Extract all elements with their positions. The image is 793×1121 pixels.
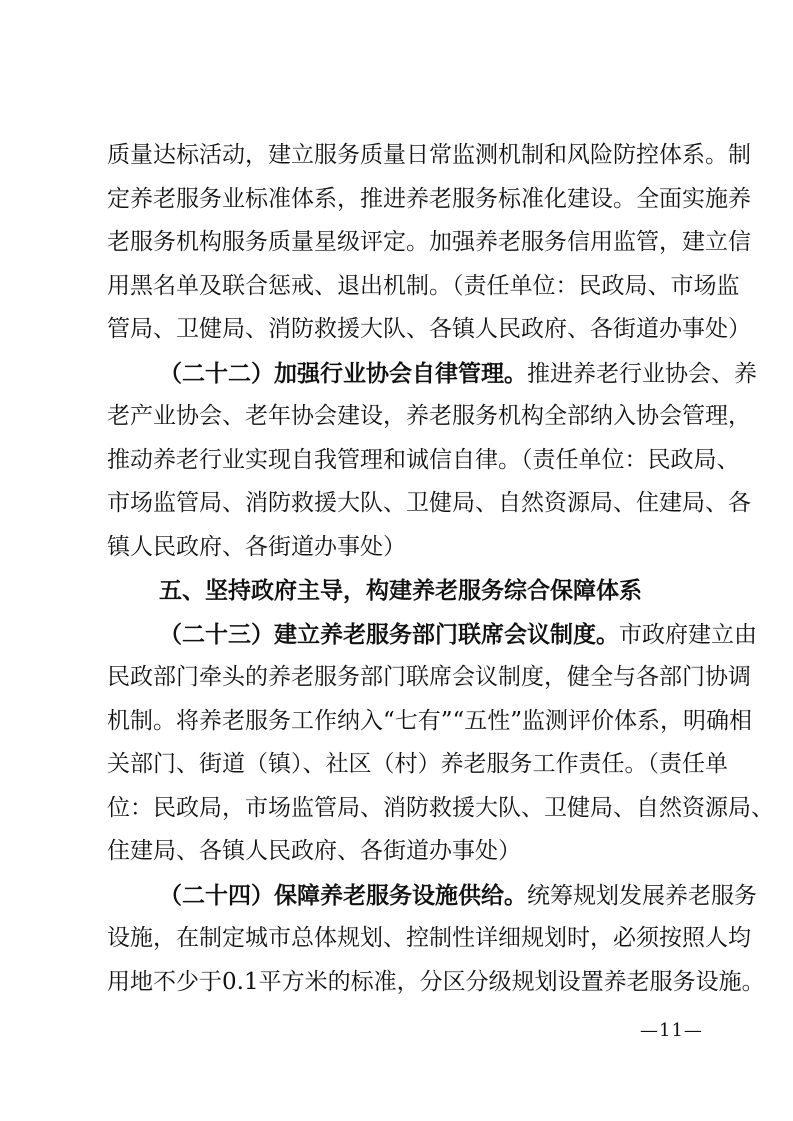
text-line <box>107 352 757 396</box>
text-line: 住建局、各镇人民政府、各街道办事处） <box>107 838 521 864</box>
text-line: 用黑名单及联合惩戒、退出机制。（责任单位：民政局、市场监 <box>107 272 740 299</box>
text-line: 设施，在制定城市总体规划、控制性详细规划时，必须按照人均 <box>107 925 751 951</box>
text-line: 市场监管局、消防救援大队、卫健局、自然资源局、住建局、各 <box>107 490 751 516</box>
text-run: 统筹规划发展养老服务 <box>527 882 757 909</box>
paragraph-24 <box>107 874 765 1005</box>
paragraph-22 <box>107 352 757 570</box>
text-line: 机制。将养老服务工作纳入“七有”“五性”监测评价体系，明确相 <box>107 707 753 734</box>
item-heading: （二十三）建立养老服务部门联席会议制度。 <box>159 620 619 648</box>
paragraph-continued <box>107 134 751 352</box>
paragraph-23 <box>107 613 774 874</box>
text-run: 市政府建立由 <box>619 621 757 648</box>
item-heading: （二十四）保障养老服务设施供给。 <box>159 881 527 909</box>
text-line: 推动养老行业实现自我管理和诚信自律。（责任单位：民政局、 <box>107 446 740 473</box>
item-heading: （二十二）加强行业协会自律管理。 <box>159 359 527 387</box>
text-run: 推进养老行业协会、养 <box>527 360 757 387</box>
text-line: 位：民政局，市场监管局、消防救援大队、卫健局、自然资源局、 <box>107 794 774 821</box>
text-line <box>107 613 757 657</box>
text-line <box>107 874 757 918</box>
document-body <box>107 134 774 1004</box>
text-line: 民政部门牵头的养老服务部门联席会议制度，健全与各部门协调 <box>107 664 751 690</box>
text-line: 关部门、街道（镇）、社区（村）养老服务工作责任。（责任单 <box>107 751 728 777</box>
text-line: 用地不少于0.1平方米的标准，分区分级规划设置养老服务设施。 <box>107 968 765 995</box>
page-number: —11— <box>640 1020 703 1041</box>
text-line: 老服务机构服务质量星级评定。加强养老服务信用监管，建立信 <box>107 229 751 255</box>
text-line: 质量达标活动，建立服务质量日常监测机制和风险防控体系。制 <box>107 142 751 168</box>
section-heading: 五、坚持政府主导，构建养老服务综合保障体系 <box>159 577 642 604</box>
text-line: 镇人民政府、各街道办事处） <box>107 533 406 560</box>
text-line: 管局、卫健局、消防救援大队、各镇人民政府、各街道办事处） <box>107 316 751 342</box>
text-line: 定养老服务业标准体系，推进养老服务标准化建设。全面实施养 <box>107 185 751 212</box>
text-line: 老产业协会、老年协会建设，养老服务机构全部纳入协会管理， <box>107 403 751 429</box>
